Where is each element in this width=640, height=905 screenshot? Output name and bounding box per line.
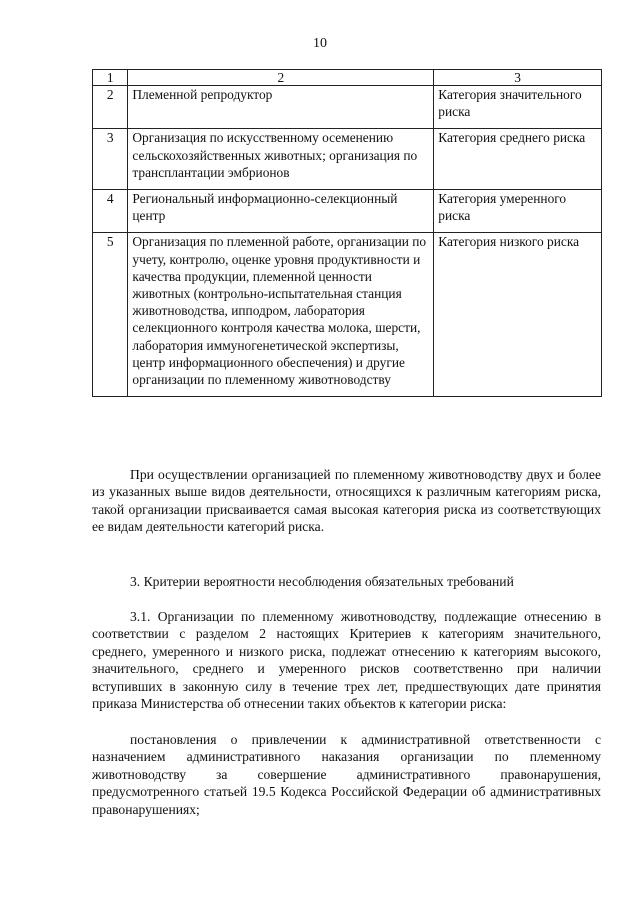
- section-title: 3. Критерии вероятности несоблюдения обязательных требований: [130, 574, 514, 589]
- table-header-cell: 2: [128, 70, 434, 86]
- table-header-cell: 1: [93, 70, 128, 86]
- organization-type: Региональный информационно-селекционный центр: [128, 190, 434, 233]
- risk-category: Категория низкого риска: [434, 233, 602, 397]
- risk-category: Категория значительного риска: [434, 86, 602, 129]
- row-number: 3: [93, 129, 128, 190]
- table-row: [93, 233, 602, 397]
- risk-category: Категория среднего риска: [434, 129, 602, 190]
- table-header-cell: 3: [434, 70, 602, 86]
- risk-category: Категория умеренного риска: [434, 190, 602, 233]
- table-row: [93, 86, 602, 129]
- table-header-row: [93, 70, 602, 86]
- paragraph-multiple-activities: При осуществлении организацией по племенному животноводству двух и более из указанных выше видов деятельности, относящихся к различным категориям риска, такой организации присваивается самая высокая категория риска из соответствующих ее видам деятельности категорий риска.: [92, 467, 601, 535]
- table-row: [93, 190, 602, 233]
- organization-type: Организация по племенной работе, организации по учету, контролю, оценке уровня продуктивности и качества продукции, племенной ценности животных (контрольно-испытательная станция животноводства, ипподром, лаборатория селекционного контроля качества молока, шерсти, лаборатория иммуногенетической экспертизы, центр информационного обеспечения) и другие организации по племенному животноводству: [128, 233, 434, 397]
- paragraph-administrative-resolution: постановления о привлечении к административной ответственности с назначением административного наказания организации по племенному животноводству за совершение административного правонарушения, предусмотренного статьей 19.5 Кодекса Российской Федерации об административных правонарушениях;: [92, 732, 601, 817]
- paragraph-3-1: 3.1. Организации по племенному животноводству, подлежащие отнесению в соответствии с разделом 2 настоящих Критериев к категориям значительного, среднего, умеренного и низкого риска, подлежат отнесению к категориям высокого, значительного, среднего и умеренного рисков соответственно при наличии вступивших в законную силу в течение трех лет, предшествующих дате принятия приказа Министерства об отнесении таких объектов к категории риска:: [92, 609, 601, 712]
- row-number: 2: [93, 86, 128, 129]
- table-row: [93, 129, 602, 190]
- row-number: 4: [93, 190, 128, 233]
- page-number: 10: [313, 36, 327, 51]
- risk-category-table: [92, 69, 602, 397]
- organization-type: Организация по искусственному осеменению сельскохозяйственных животных; организация по трансплантации эмбрионов: [128, 129, 434, 190]
- row-number: 5: [93, 233, 128, 397]
- organization-type: Племенной репродуктор: [128, 86, 434, 129]
